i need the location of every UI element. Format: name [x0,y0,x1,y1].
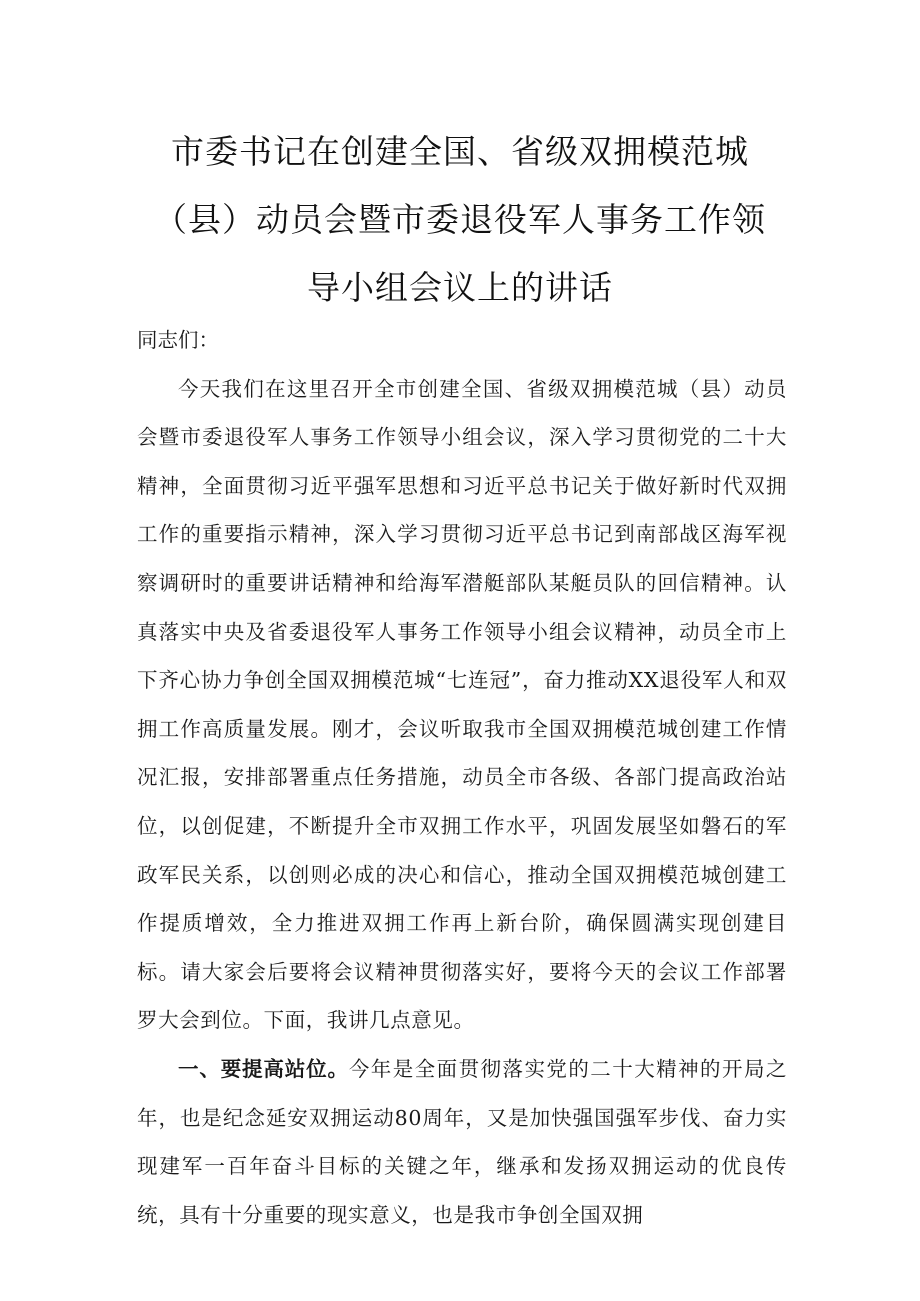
section-1-heading: 一、要提高站位。 [178,1056,349,1081]
section-1-text: 今年是全面贯彻落实党的二十大精神的开局之年，也是纪念延安双拥运动80周年，又是加快强国强军步伐、奋力实现建军一百年奋斗目标的关键之年，继承和发扬双拥运动的优良传统，具有十分重要的现实意义，也是我市争创全国双拥 [137,1056,788,1227]
paragraph-section-1 [137,1045,787,1239]
title-line-1: 市委书记在创建全国、省级双拥模范城 [171,132,749,171]
document-body [137,316,787,1239]
title-line-2: （县）动员会暨市委退役军人事务工作领 [154,200,766,239]
paragraph-intro: 今天我们在这里召开全市创建全国、省级双拥模范城（县）动员会暨市委退役军人事务工作领导小组会议，深入学习贯彻党的二十大精神，全面贯彻习近平强军思想和习近平总书记关于做好新时代双拥工作的重要指示精神，深入学习贯彻习近平总书记到南部战区海军视察调研时的重要讲话精神和给海军潜艇部队某艇员队的回信精神。认真落实中央及省委退役军人事务工作领导小组会议精神，动员全市上下齐心协力争创全国双拥模范城“七连冠”，奋力推动XX退役军人和双拥工作高质量发展。刚才，会议听取我市全国双拥模范城创建工作情况汇报，安排部署重点任务措施，动员全市各级、各部门提高政治站位，以创促建，不断提升全市双拥工作水平，巩固发展坚如磐石的军政军民关系，以创则必成的决心和信心，推动全国双拥模范城创建工作提质增效，全力推进双拥工作再上新台阶，确保圆满实现创建目标。请大家会后要将会议精神贯彻落实好，要将今天的会议工作部署罗大会到位。下面，我讲几点意见。 [137,376,787,1033]
salutation: 同志们： [137,328,219,352]
title-line-3: 导小组会议上的讲话 [307,268,613,307]
document-title [120,118,800,322]
